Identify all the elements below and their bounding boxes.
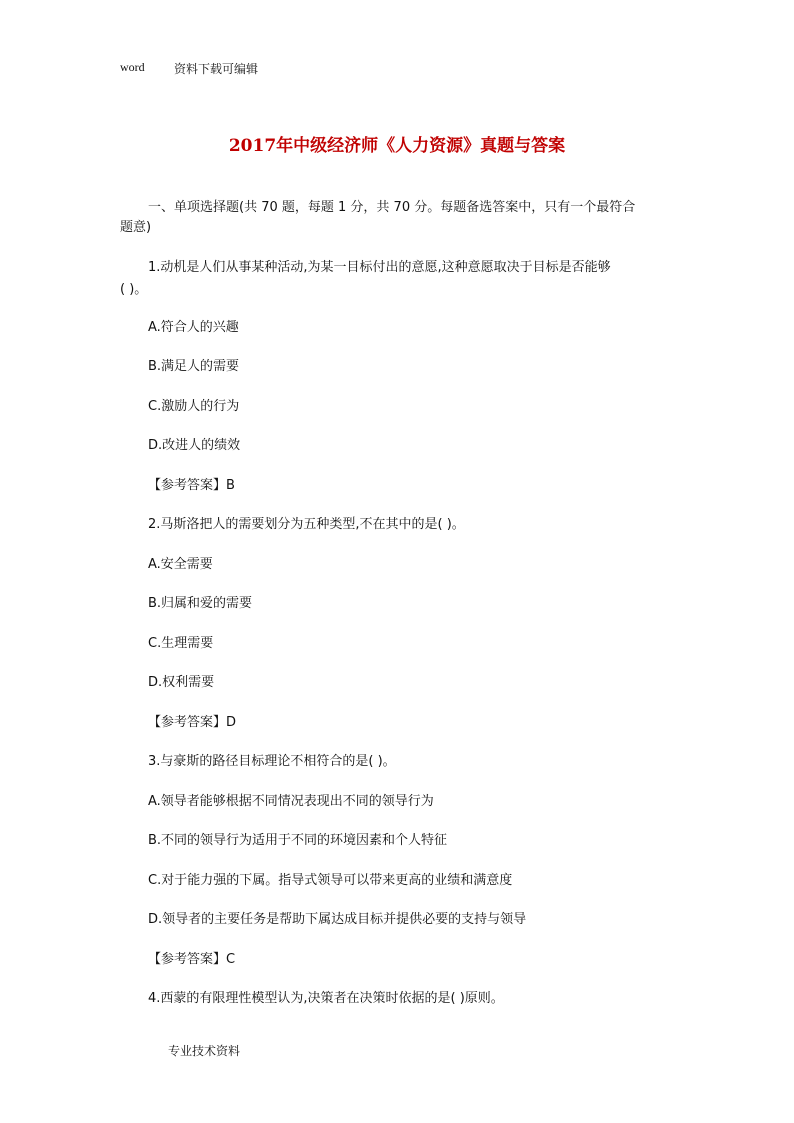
question-stem: 2.马斯洛把人的需要划分为五种类型,不在其中的是( )。: [148, 517, 465, 532]
header-word-label: word: [120, 60, 145, 74]
option-c: C.生理需要: [148, 636, 214, 651]
page-footer: 专业技术资料: [168, 1044, 241, 1058]
option-b: B.满足人的需要: [148, 359, 240, 374]
option-b: B.不同的领导行为适用于不同的环境因素和个人特征: [148, 833, 448, 848]
option-b: B.归属和爱的需要: [148, 596, 253, 611]
question-stem: 3.与豪斯的路径目标理论不相符合的是( )。: [148, 754, 396, 769]
question-stem: 4.西蒙的有限理性模型认为,决策者在决策时依据的是( )原则。: [148, 991, 504, 1006]
option-c: C.对于能力强的下属。指导式领导可以带来更高的业绩和满意度: [148, 873, 513, 888]
option-d: D.权利需要: [148, 675, 215, 690]
reference-answer: 【参考答案】D: [148, 715, 237, 730]
section-heading-line-1: 一、单项选择题(共 70 题，每题 1 分，共 70 分。每题备选答案中，只有一个最符合: [148, 200, 636, 215]
option-d: D.领导者的主要任务是帮助下属达成目标并提供必要的支持与领导: [148, 912, 527, 927]
document-title: 2017年中级经济师《人力资源》真题与答案: [228, 136, 566, 156]
question-stem-line-2: ( )。: [120, 282, 148, 297]
option-d: D.改进人的绩效: [148, 438, 241, 453]
option-a: A.安全需要: [148, 557, 213, 572]
reference-answer: 【参考答案】C: [148, 952, 236, 967]
section-heading-line-2: 题意): [120, 220, 152, 235]
header-editable-label: 资料下载可编辑: [174, 62, 259, 76]
reference-answer: 【参考答案】B: [148, 478, 235, 493]
option-a: A.领导者能够根据不同情况表现出不同的领导行为: [148, 794, 434, 809]
option-a: A.符合人的兴趣: [148, 320, 239, 335]
question-stem-line-1: 1.动机是人们从事某种活动,为某一目标付出的意愿,这种意愿取决于目标是否能够: [148, 260, 611, 275]
option-c: C.激励人的行为: [148, 399, 240, 414]
